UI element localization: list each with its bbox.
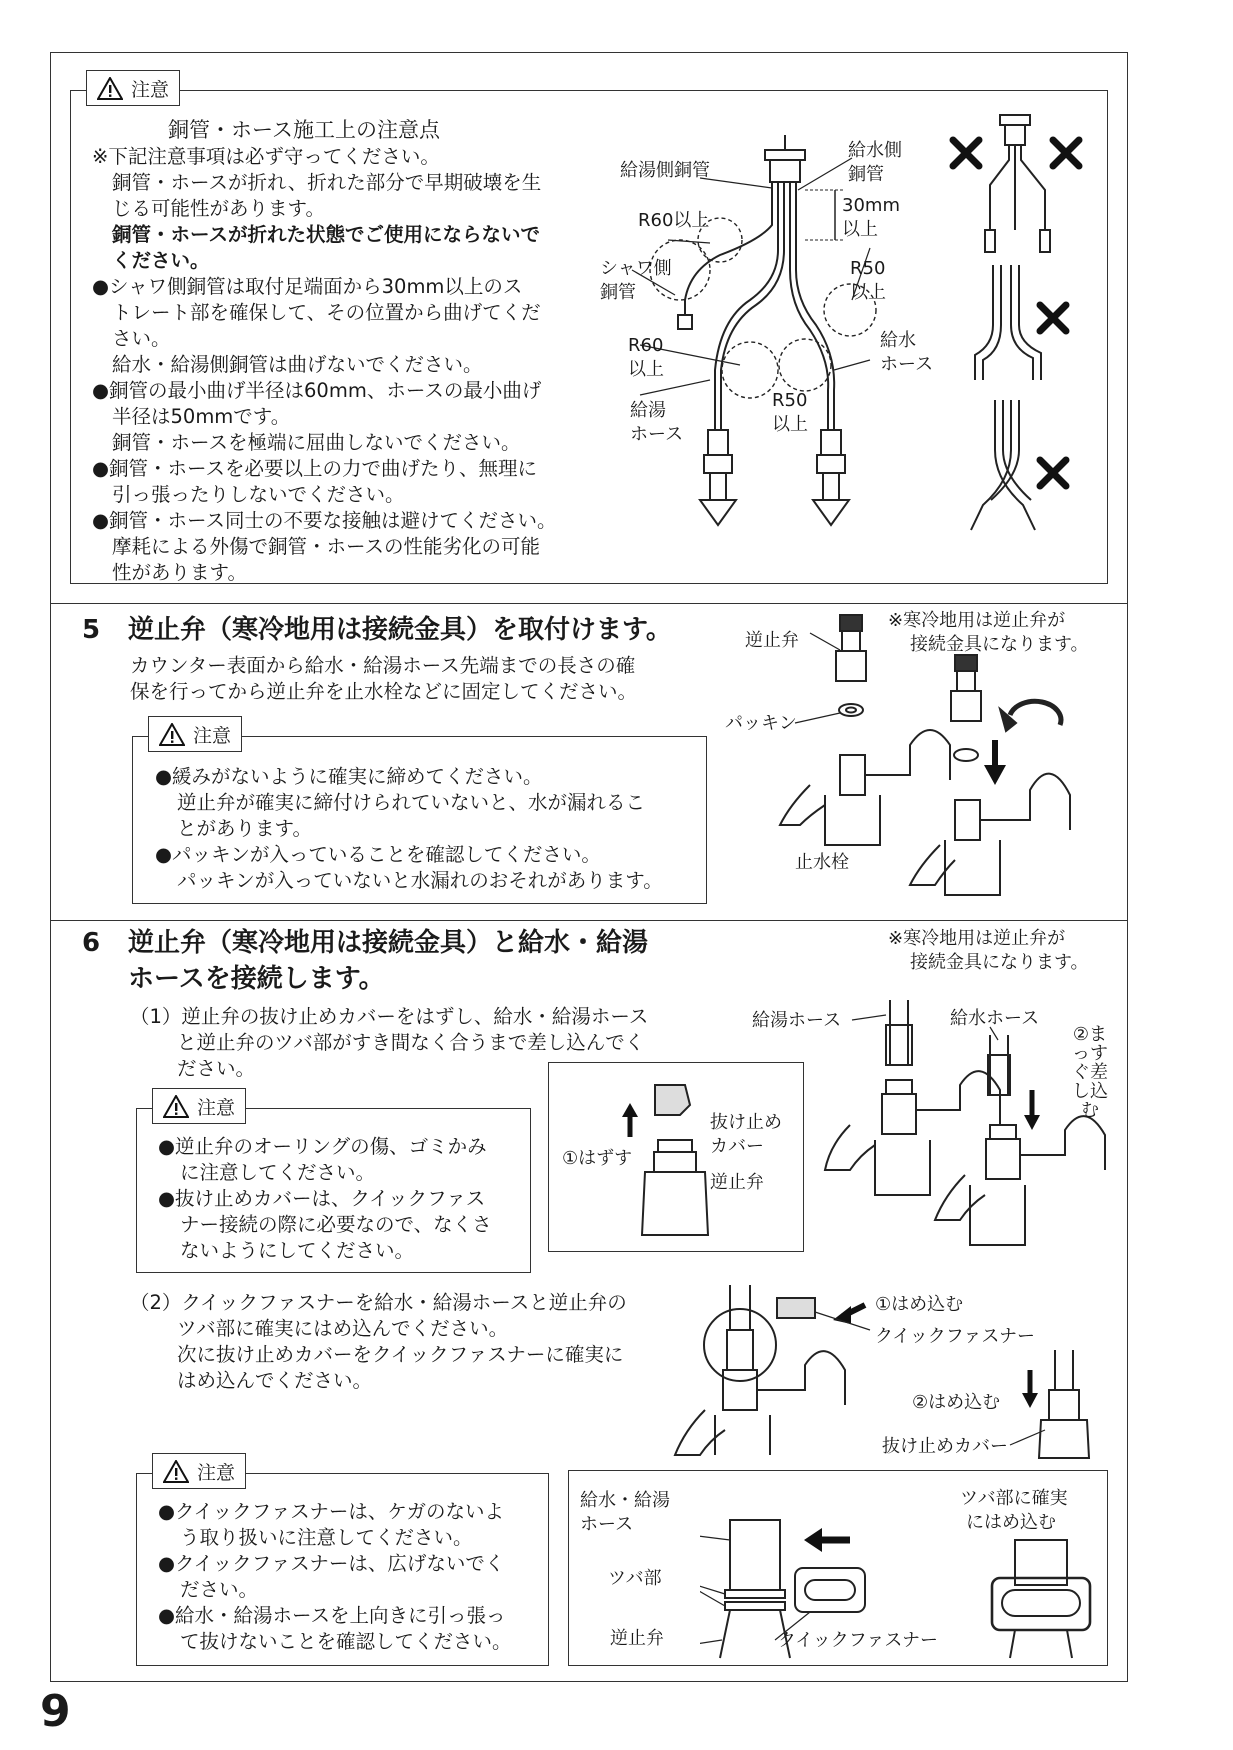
caution-label: 注意 <box>131 78 170 101</box>
step5-number: 5 <box>82 615 101 645</box>
caution-tab <box>86 70 180 106</box>
step6-caution2-line: ●クイックファスナーは、ケガのないよ <box>158 1500 504 1523</box>
pipe-caution-line: 半径は50mmです。 <box>112 405 291 428</box>
warning-triangle-icon <box>159 723 185 746</box>
pipe-caution-title: 銅管・ホース施工上の注意点 <box>168 118 440 142</box>
step6-sub2: 次に抜け止めカバーをクイックファスナーに確実に <box>177 1343 624 1366</box>
caution-tab <box>152 1088 246 1124</box>
pipe-caution-line: ●銅管・ホース同士の不要な接触は避けてください。 <box>92 509 557 532</box>
caution-label: 注意 <box>197 1096 236 1119</box>
step5-desc: 保を行ってから逆止弁を止水栓などに固定してください。 <box>130 680 638 703</box>
label-r50: 以上 <box>850 282 886 303</box>
label-cold-hose: ホース <box>880 354 934 375</box>
step5-desc: カウンター表面から給水・給湯ホース先端までの長さの確 <box>130 654 636 677</box>
pipe-caution-line: 引っ張ったりしないでください。 <box>112 483 405 506</box>
divider <box>50 920 1128 921</box>
label-cover: カバー <box>710 1136 764 1157</box>
label-check-valve: 逆止弁 <box>710 1172 764 1193</box>
page-number: 9 <box>40 1686 71 1737</box>
caution-tab <box>152 1453 246 1489</box>
label-detail-hose: 給水・給湯 <box>580 1490 670 1511</box>
pipe-caution-line: ください。 <box>112 249 210 272</box>
label-30mm: 以上 <box>842 219 878 240</box>
step6-caution1-line: に注意してください。 <box>180 1161 376 1184</box>
pipe-caution-line: トレート部を確保して、その位置から曲げてくだ <box>112 301 541 324</box>
step5-caution-line: ●パッキンが入っていることを確認してください。 <box>155 843 601 866</box>
step5-caution-line: とがあります。 <box>177 817 312 840</box>
warning-triangle-icon <box>163 1095 189 1118</box>
step6-caution2-line: ●給水・給湯ホースを上向きに引っ張っ <box>158 1604 506 1627</box>
label-hot-pipe: 給湯側銅管 <box>620 160 710 181</box>
pipe-caution-line: 銅管・ホースが折れ、折れた部分で早期破壊を生 <box>112 171 542 194</box>
label-hot-hose: ホース <box>630 424 684 445</box>
label-r50: R50 <box>772 390 808 411</box>
label-shower-pipe: シャワ側 <box>600 258 672 279</box>
pipe-caution-line: 給水・給湯側銅管は曲げないでください。 <box>112 353 483 376</box>
pipe-caution-line: ●銅管・ホースを必要以上の力で曲げたり、無理に <box>92 457 538 480</box>
label-hot-hose: 給湯ホース <box>752 1010 842 1031</box>
label-30mm: 30mm <box>842 195 900 216</box>
label-detail-valve: 逆止弁 <box>610 1628 664 1649</box>
step6-caution1-line: ●抜け止めカバーは、クイックファス <box>158 1187 486 1210</box>
step5-note: 接続金具になります。 <box>910 634 1089 655</box>
step6-caution2-line: ●クイックファスナーは、広げないでく <box>158 1552 505 1575</box>
label-cold-hose: 給水 <box>880 330 916 351</box>
pipe-caution-line: ●銅管の最小曲げ半径は60mm、ホースの最小曲げ <box>92 379 542 402</box>
step6-sub2: はめ込んでください。 <box>177 1369 373 1392</box>
label-cover: 抜け止め <box>710 1112 782 1133</box>
step5-caution-line: ●緩みがないように確実に締めてください。 <box>155 765 543 788</box>
step6-caution1-line: ●逆止弁のオーリングの傷、ゴミかみ <box>158 1135 487 1158</box>
label-fit-flange: にはめ込む <box>966 1512 1056 1533</box>
step6-title: ホースを接続します。 <box>128 964 385 994</box>
label-stopper-cover: 抜け止めカバー <box>882 1436 1008 1457</box>
step5-title: 逆止弁（寒冷地用は接続金具）を取付けます。 <box>128 615 672 645</box>
pipe-caution-line: 摩耗による外傷で銅管・ホースの性能劣化の可能 <box>112 535 541 558</box>
warning-triangle-icon <box>163 1460 189 1483</box>
ng-examples-diagram <box>945 110 1095 540</box>
step6-sub1: と逆止弁のツバ部がすき間なく合うまで差し込んでく <box>177 1031 645 1054</box>
pipe-caution-line: ※下記注意事項は必ず守ってください。 <box>92 145 440 168</box>
warning-triangle-icon <box>97 77 123 100</box>
label-cold-pipe: 銅管 <box>848 164 884 185</box>
step5-caution-line: パッキンが入っていないと水漏れのおそれがあります。 <box>177 869 663 892</box>
label-remove: ①はずす <box>562 1148 633 1169</box>
step5-caution-line: 逆止弁が確実に締付けられていないと、水が漏れるこ <box>177 791 646 814</box>
pipe-caution-line: 性があります。 <box>112 561 247 584</box>
step6-caution2-line: う取り扱いに注意してください。 <box>180 1526 473 1549</box>
step6-sub1: ださい。 <box>177 1057 256 1080</box>
label-quick-fastener: クイックファスナー <box>875 1326 1036 1347</box>
label-fit-step2: ②はめ込む <box>912 1392 1001 1413</box>
pipe-caution-line: じる可能性があります。 <box>112 197 325 220</box>
label-cold-hose: 給水ホース <box>950 1008 1040 1029</box>
label-detail-hose: ホース <box>580 1514 634 1535</box>
label-r50: 以上 <box>772 414 808 435</box>
pipe-caution-line: 銅管・ホースが折れた状態でご使用にならないで <box>112 223 541 246</box>
label-shower-pipe: 銅管 <box>600 282 636 303</box>
label-packing: パッキン <box>725 713 797 734</box>
label-flange: ツバ部 <box>608 1568 662 1589</box>
label-straight-insert: ②まっすぐ差し込む <box>1072 1024 1108 1121</box>
pipe-caution-line: さい。 <box>112 327 171 350</box>
step6-number: 6 <box>82 928 101 958</box>
caution-tab <box>148 716 242 752</box>
label-stopcock: 止水栓 <box>795 852 849 873</box>
label-r50: R50 <box>850 258 886 279</box>
step6-sub1: （1）逆止弁の抜け止めカバーをはずし、給水・給湯ホース <box>130 1005 649 1028</box>
step6-sub2: （2）クイックファスナーを給水・給湯ホースと逆止弁の <box>130 1291 627 1314</box>
step6-caution1-line: ナー接続の際に必要なので、なくさ <box>180 1213 492 1236</box>
step6-caution2-line: ださい。 <box>180 1578 259 1601</box>
step6-caution1-line: ないようにしてください。 <box>180 1239 415 1262</box>
hose-insertion-diagram <box>820 995 1110 1265</box>
label-fit-flange: ツバ部に確実 <box>960 1488 1068 1509</box>
label-r60: 以上 <box>628 359 664 380</box>
label-check-valve: 逆止弁 <box>745 630 799 651</box>
caution-label: 注意 <box>193 724 232 747</box>
divider <box>50 603 1128 604</box>
step6-sub2: ツバ部に確実にはめ込んでください。 <box>177 1317 509 1340</box>
step5-note: ※寒冷地用は逆止弁が <box>888 610 1066 631</box>
label-detail-fastener: クイックファスナー <box>778 1630 939 1651</box>
label-hot-hose: 給湯 <box>630 400 666 421</box>
step6-note: ※寒冷地用は逆止弁が <box>888 928 1066 949</box>
caution-label: 注意 <box>197 1461 236 1484</box>
step6-note: 接続金具になります。 <box>910 952 1089 973</box>
label-r60: R60以上 <box>638 210 710 231</box>
pipe-caution-line: ●シャワ側銅管は取付足端面から30mm以上のス <box>92 275 523 298</box>
pipe-caution-line: 銅管・ホースを極端に屈曲しないでください。 <box>112 431 521 454</box>
label-cold-pipe: 給水側 <box>848 140 902 161</box>
label-fit-step1: ①はめ込む <box>875 1294 964 1315</box>
step6-title: 逆止弁（寒冷地用は接続金具）と給水・給湯 <box>128 928 649 958</box>
step6-caution2-line: て抜けないことを確認してください。 <box>180 1630 512 1653</box>
label-r60: R60 <box>628 335 664 356</box>
